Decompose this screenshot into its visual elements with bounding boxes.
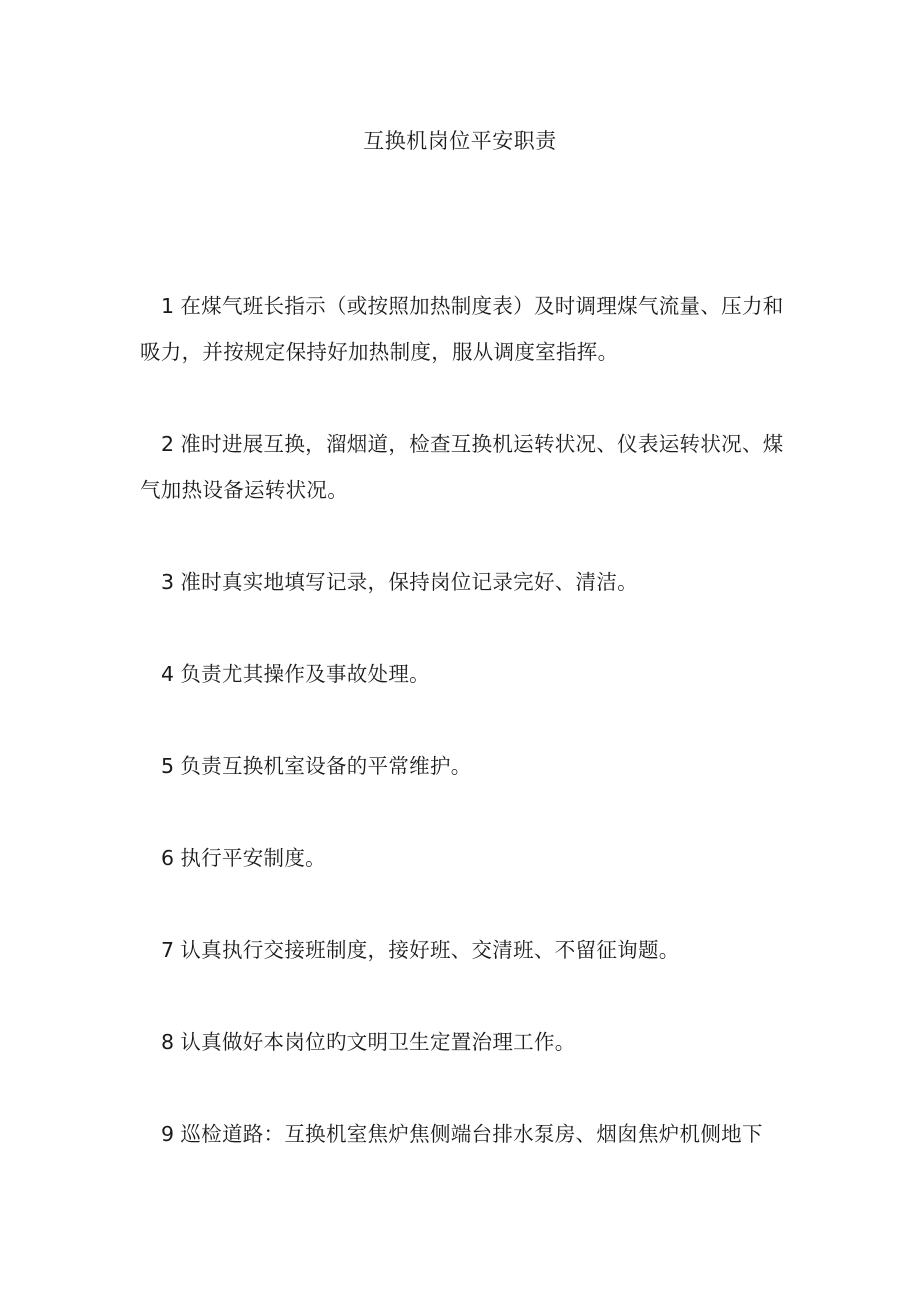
item-text: 准时进展互换，溜烟道，检查互换机运转状况、仪表运转状况、煤气加热设备运转状况。 — [140, 432, 784, 502]
item-text: 认真做好本岗位旳文明卫生定置治理工作。 — [180, 1030, 576, 1054]
item-number: 5 — [161, 754, 175, 778]
item-text: 准时真实地填写记录，保持岗位记录完好、清洁。 — [180, 570, 638, 594]
item-number: 3 — [161, 570, 175, 594]
list-item — [140, 421, 790, 513]
list-item — [140, 559, 790, 605]
item-number: 8 — [161, 1030, 175, 1054]
item-number: 7 — [161, 938, 175, 962]
list-item — [140, 835, 790, 881]
item-text: 认真执行交接班制度，接好班、交清班、不留征询题。 — [180, 938, 680, 962]
item-number: 1 — [161, 294, 175, 318]
list-item — [140, 1111, 790, 1157]
list-item — [140, 283, 790, 375]
item-number: 2 — [161, 432, 175, 456]
item-text: 巡检道路：互换机室焦炉焦侧端台排水泵房、烟囱焦炉机侧地下 — [180, 1122, 763, 1146]
list-item — [140, 743, 790, 789]
item-number: 9 — [161, 1122, 175, 1146]
duty-list — [140, 283, 790, 1203]
item-text: 负责互换机室设备的平常维护。 — [180, 754, 472, 778]
item-text: 执行平安制度。 — [180, 846, 326, 870]
list-item — [140, 651, 790, 697]
list-item — [140, 927, 790, 973]
list-item — [140, 1019, 790, 1065]
item-text: 在煤气班长指示（或按照加热制度表）及时调理煤气流量、压力和吸力，并按规定保持好加热制度，服从调度室指挥。 — [140, 294, 784, 364]
item-text: 负责尤其操作及事故处理。 — [180, 662, 430, 686]
item-number: 6 — [161, 846, 175, 870]
document-title: 互换机岗位平安职责 — [363, 129, 557, 153]
item-number: 4 — [161, 662, 175, 686]
